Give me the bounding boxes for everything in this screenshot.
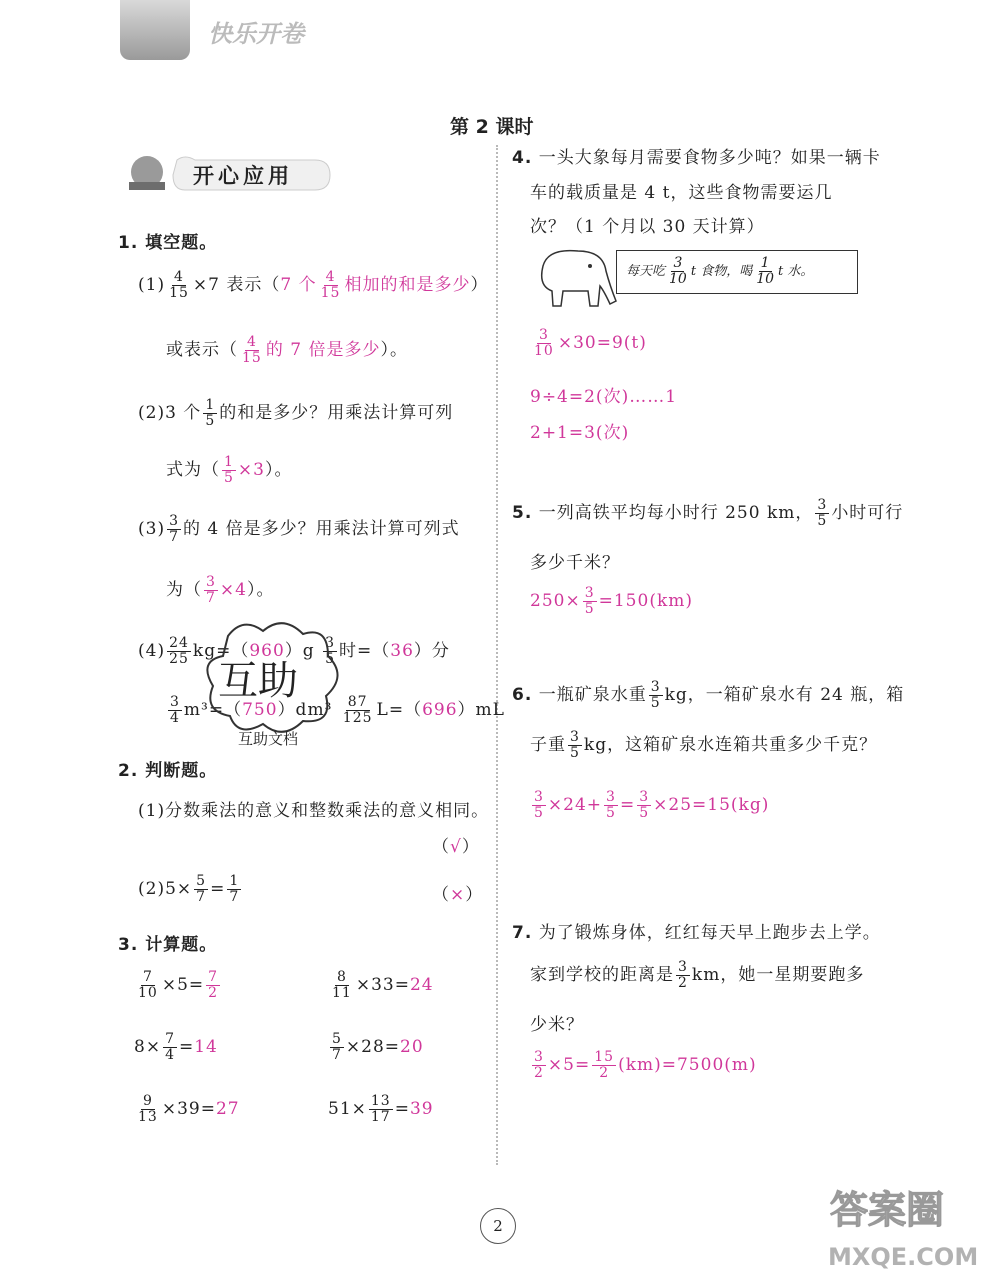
calc-item: $\frac{8}{11}$ ×33=24 <box>332 969 434 1001</box>
q2-heading: 2. 判断题。 <box>118 761 218 781</box>
watermark-title: 答案圈 <box>830 1188 945 1232</box>
q4-answer-3: 2+1=3(次) <box>530 423 630 443</box>
q1-part3: (3) $\frac{3}{7}$ 的 4 倍是多少？用乘法计算可列式 <box>138 513 460 545</box>
q1-part4-line2: $\frac{3}{4}$ m³=（750）dm³ $\frac{87}{125}$ L=（696）mL <box>170 694 505 726</box>
q5-line1: 5. 一列高铁平均每小时行 250 km， $\frac{3}{5}$ 小时可行 <box>512 497 904 529</box>
q2-part2-answer: （×） <box>432 885 484 905</box>
q1-part4: (4) $\frac{24}{25}$ kg=（960）g $\frac{3}{5}$ 时=（36）分 <box>138 635 450 667</box>
stamp-overlay <box>198 616 348 746</box>
q5-answer: 250× $\frac{3}{5}$ =150(km) <box>530 585 694 617</box>
q1-part1-alt: 或表示（ $\frac{4}{15}$ 的 7 倍是多少）。 <box>166 334 408 366</box>
speech-bubble-text: 每天吃 $\frac{3}{10}$ t 食物，喝 $\frac{1}{10}$ t 水。 <box>626 255 814 287</box>
q6-answer: $\frac{3}{5}$ ×24+ $\frac{3}{5}$ = $\frac{3}{5}$ ×25=15(kg) <box>534 789 770 821</box>
q3-heading: 3. 计算题。 <box>118 935 218 955</box>
header-logo-text: 快乐开卷 <box>208 20 304 48</box>
calc-item: $\frac{9}{13}$ ×39=27 <box>138 1093 240 1125</box>
q1-part1: (1) $\frac{4}{15}$ ×7 表示（7 个 $\frac{4}{15}$ 相加的和是多少） <box>138 269 489 301</box>
elephant-illustration <box>528 246 618 312</box>
q4-line1: 4. 一头大象每月需要食物多少吨？如果一辆卡 <box>512 148 881 168</box>
q4-line3: 次？（1 个月以 30 天计算） <box>530 217 765 237</box>
q7-line2: 家到学校的距离是 $\frac{3}{2}$ km，她一星期要跑多 <box>530 959 865 991</box>
header-mascot-logo <box>120 0 190 60</box>
q1-heading: 1. 填空题。 <box>118 233 218 253</box>
column-divider <box>496 145 498 1165</box>
calc-item: 51× $\frac{13}{17}$ =39 <box>328 1093 434 1125</box>
section-banner-text: 开心应用 <box>193 164 293 188</box>
q5-line2: 多少千米？ <box>530 553 620 573</box>
q4-line2: 车的载质量是 4 t，这些食物需要运几 <box>530 183 833 203</box>
calc-item: $\frac{5}{7}$ ×28=20 <box>332 1031 424 1063</box>
q6-line2: 子重 $\frac{3}{5}$ kg，这箱矿泉水连箱共重多少千克？ <box>530 729 878 761</box>
page-number: 2 <box>480 1208 516 1244</box>
q7-line3: 少米？ <box>530 1015 584 1035</box>
calc-item: $\frac{7}{10}$ ×5= $\frac{7}{2}$ <box>138 969 219 1001</box>
q6-line1: 6. 一瓶矿泉水重 $\frac{3}{5}$ kg，一箱矿泉水有 24 瓶，箱 <box>512 679 905 711</box>
header-brand-logo <box>200 14 340 50</box>
q4-answer-2: 9÷4=2(次)……1 <box>530 387 678 407</box>
q4-answer-1: $\frac{3}{10}$ ×30=9(t) <box>534 327 647 359</box>
q1-part2-answer-line: 式为（ $\frac{1}{5}$ ×3）。 <box>166 454 293 486</box>
q7-answer: $\frac{3}{2}$ ×5= $\frac{15}{2}$ (km)=7500(m) <box>534 1049 757 1081</box>
q2-part1-answer: （√） <box>432 837 480 857</box>
q2-part1: (1)分数乘法的意义和整数乘法的意义相同。 <box>138 801 490 821</box>
q2-part2: (2)5× $\frac{5}{7}$ = $\frac{1}{7}$ <box>138 873 240 905</box>
section-banner <box>125 152 345 198</box>
calc-item: 8× $\frac{7}{4}$ =14 <box>134 1031 218 1063</box>
watermark-url: MXQE.COM <box>828 1243 979 1271</box>
stamp-text: 互助 <box>218 658 298 704</box>
lesson-title: 第 2 课时 <box>450 116 534 138</box>
q1-part2: (2)3 个 $\frac{1}{5}$ 的和是多少？用乘法计算可列 <box>138 397 454 429</box>
q1-part3-answer-line: 为（ $\frac{3}{7}$ ×4）。 <box>166 574 275 606</box>
watermark-logo <box>820 1175 1000 1274</box>
stamp-caption: 互助文档 <box>238 730 299 746</box>
q7-line1: 7. 为了锻炼身体，红红每天早上跑步去上学。 <box>512 923 881 943</box>
